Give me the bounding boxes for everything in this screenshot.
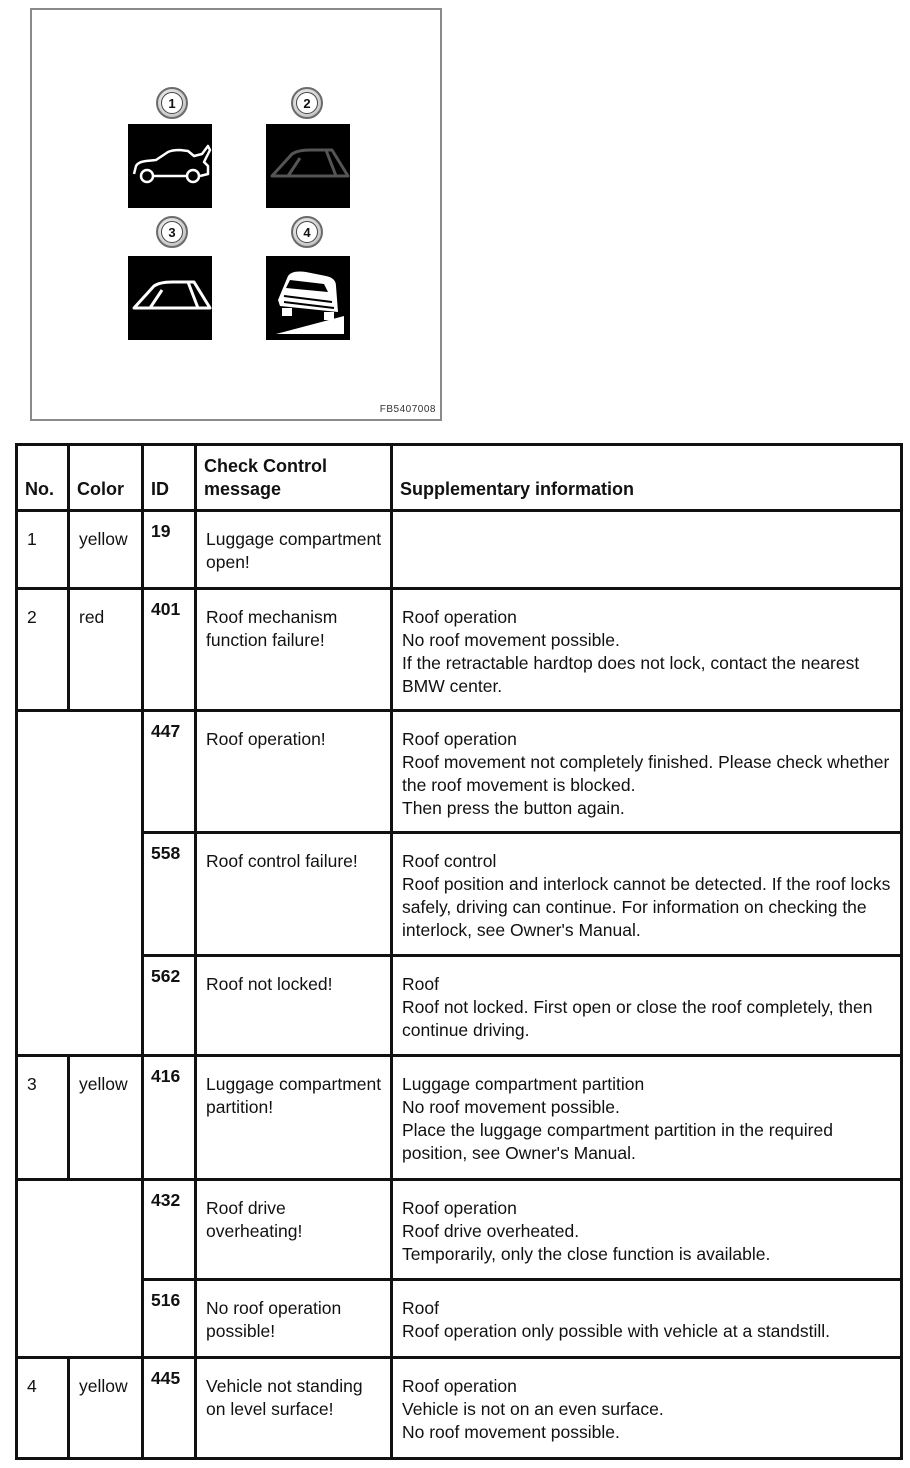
cell-color: yellow	[69, 1056, 143, 1180]
info-line: Temporarily, only the close function is available.	[402, 1244, 771, 1264]
cell-message: Roof mechanism function failure!	[196, 589, 392, 711]
cell-message: Vehicle not standing on level surface!	[196, 1358, 392, 1459]
info-line: Roof	[402, 974, 439, 994]
info-line: If the retractable hardtop does not lock, contact the nearest BMW center.	[402, 653, 860, 696]
cell-blank-group	[17, 711, 143, 1056]
info-line: Roof operation	[402, 607, 517, 627]
info-line: Roof not locked. First open or close the roof completely, then continue driving.	[402, 997, 873, 1040]
cell-color: yellow	[69, 1358, 143, 1459]
cell-color: yellow	[69, 511, 143, 589]
info-line: No roof movement possible.	[402, 630, 620, 650]
header-no: No.	[17, 445, 69, 511]
header-id: ID	[143, 445, 196, 511]
luggage-compartment-open-icon	[128, 124, 212, 208]
cell-color: red	[69, 589, 143, 711]
info-line: Roof control	[402, 851, 497, 871]
table-row	[17, 711, 902, 833]
cell-info	[392, 1358, 902, 1459]
info-line: No roof movement possible.	[402, 1097, 620, 1117]
info-line: Place the luggage compartment partition in the required position, see Owner's Manual.	[402, 1120, 833, 1163]
info-line: Roof drive overheated.	[402, 1221, 580, 1241]
cell-info	[392, 833, 902, 956]
info-line: Then press the button again.	[402, 798, 625, 818]
info-line: No roof movement possible.	[402, 1422, 620, 1442]
cell-message: Roof not locked!	[196, 956, 392, 1056]
vehicle-inclined-icon	[266, 256, 350, 340]
cell-info	[392, 1056, 902, 1180]
cell-id: 19	[143, 511, 196, 589]
cell-id: 401	[143, 589, 196, 711]
info-line: Roof operation	[402, 1376, 517, 1396]
cell-id: 447	[143, 711, 196, 833]
info-line: Roof	[402, 1298, 439, 1318]
cell-message: Luggage compartment partition!	[196, 1056, 392, 1180]
table-row	[17, 956, 902, 1056]
cell-no: 1	[17, 511, 69, 589]
cell-info	[392, 956, 902, 1056]
cell-no: 4	[17, 1358, 69, 1459]
cell-message: Roof control failure!	[196, 833, 392, 956]
info-line: Luggage compartment partition	[402, 1074, 645, 1094]
info-line: Vehicle is not on an even surface.	[402, 1399, 664, 1419]
header-info: Supplementary information	[392, 445, 902, 511]
table-row	[17, 1358, 902, 1459]
cell-message: Roof drive overheating!	[196, 1180, 392, 1280]
cell-no: 2	[17, 589, 69, 711]
callout-3: 3	[156, 216, 188, 248]
check-control-table	[15, 443, 903, 1460]
info-line: Roof operation only possible with vehicle at a standstill.	[402, 1321, 831, 1341]
table-row	[17, 511, 902, 589]
cell-info	[392, 589, 902, 711]
table-row	[17, 833, 902, 956]
cell-message: Roof operation!	[196, 711, 392, 833]
table-row	[17, 1056, 902, 1180]
cell-info	[392, 1280, 902, 1358]
header-message: Check Control message	[196, 445, 392, 511]
cell-id: 432	[143, 1180, 196, 1280]
info-line: Roof operation	[402, 729, 517, 749]
cell-id: 562	[143, 956, 196, 1056]
table-row	[17, 589, 902, 711]
info-line: Roof movement not completely finished. Please check whether the roof movement is blocked.	[402, 752, 890, 795]
cell-no: 3	[17, 1056, 69, 1180]
cell-id: 516	[143, 1280, 196, 1358]
header-color: Color	[69, 445, 143, 511]
cell-message: Luggage compartment open!	[196, 511, 392, 589]
table-row	[17, 1180, 902, 1280]
table-header-row	[17, 445, 902, 511]
info-line: Roof position and interlock cannot be detected. If the roof locks safely, driving can continue. For information on checking the interlock, see Owner's Manual.	[402, 874, 891, 940]
callout-2: 2	[291, 87, 323, 119]
callout-4: 4	[291, 216, 323, 248]
table-row	[17, 1280, 902, 1358]
icon-figure	[30, 8, 442, 421]
cell-info	[392, 511, 902, 589]
cell-message: No roof operation possible!	[196, 1280, 392, 1358]
callout-1: 1	[156, 87, 188, 119]
roof-red-icon	[266, 124, 350, 208]
info-line: Roof operation	[402, 1198, 517, 1218]
cell-id: 416	[143, 1056, 196, 1180]
figure-code: FB5407008	[379, 404, 436, 415]
roof-icon	[128, 256, 212, 340]
cell-id: 558	[143, 833, 196, 956]
cell-info	[392, 1180, 902, 1280]
cell-id: 445	[143, 1358, 196, 1459]
cell-blank-group	[17, 1180, 143, 1358]
cell-info	[392, 711, 902, 833]
